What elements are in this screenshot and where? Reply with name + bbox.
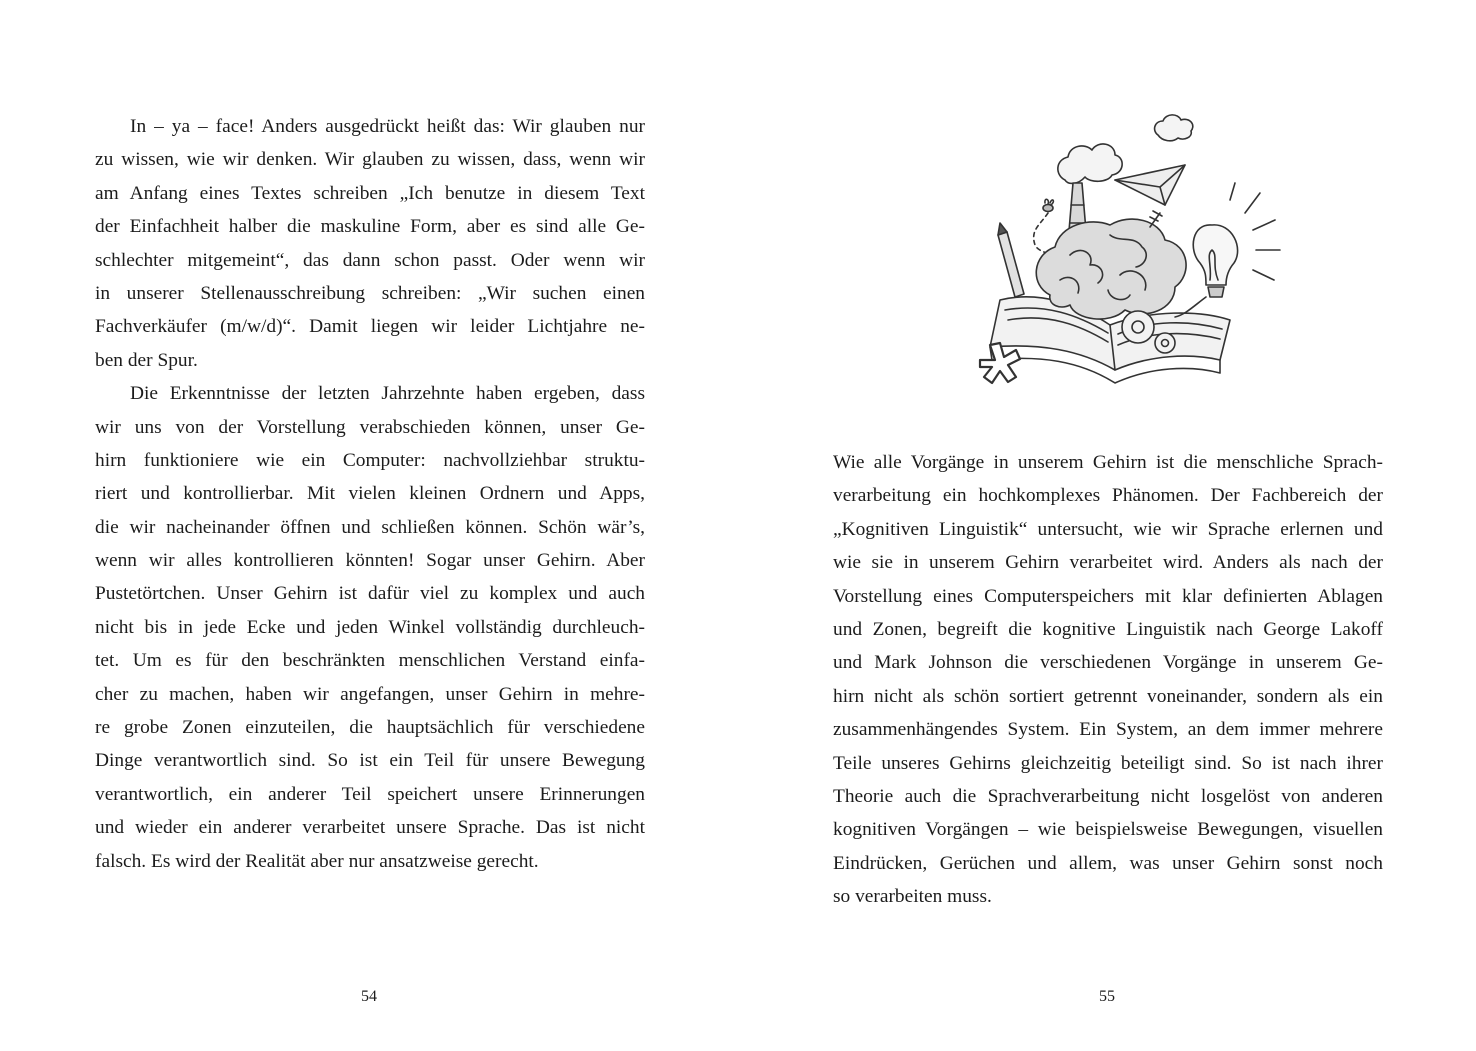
light-rays-icon [1230,183,1280,280]
text-line: und wieder ein anderer verarbeitet unsere Sprache. Das ist nicht [95,817,645,839]
brain-book-lightbulb-illustration [960,105,1300,395]
text-line: In – ya – face! Anders ausgedrückt heißt das: Wir glauben nur [130,116,645,137]
text-line: hirn funktioniere wie ein Computer: nachvollziehbar struktu- [95,449,645,471]
text-line: Pustetörtchen. Unser Gehirn ist dafür viel zu komplex und auch [95,583,645,605]
text-line: und Mark Johnson die verschiedenen Vorgänge in unserem Ge- [833,652,1383,674]
text-line: Die Erkenntnisse der letzten Jahrzehnte haben ergeben, dass [130,383,645,405]
text-line: Fachverkäufer (m/w/d)“. Damit liegen wir leider Lichtjahre ne- [95,316,645,338]
text-line: „Kognitiven Linguistik“ untersucht, wie wir Sprache erlernen und [833,518,1383,540]
text-line: verarbeitung ein hochkomplexes Phänomen. Der Fachbereich der [833,485,1383,507]
paragraph-1 [833,446,1383,913]
asterisk-icon [980,343,1020,383]
text-line: wenn wir alles kontrollieren könnten! Sogar unser Gehirn. Aber [95,550,645,572]
text-line: so verarbeiten muss. [833,886,992,908]
text-line: hirn nicht als schön sortiert getrennt voneinander, sondern als ein [833,685,1383,707]
text-line: ben der Spur. [95,349,198,371]
text-line: nicht bis in jede Ecke und jeden Winkel vollständig durchleuch- [95,616,645,638]
text-line: kognitiven Vorgängen – wie beispielsweise Bewegungen, visuellen [833,819,1383,841]
right-page-text [833,446,1383,913]
paragraph-2 [95,377,645,878]
text-line: riert und kontrollierbar. Mit vielen kleinen Ordnern und Apps, [95,483,645,505]
paper-plane-icon [1115,165,1185,205]
right-page [738,0,1476,1051]
text-line: wir uns von der Vorstellung verabschieden können, unser Ge- [95,416,645,438]
text-line: die wir nacheinander öffnen und schließen können. Schön wär’s, [95,516,645,538]
text-line: verantwortlich, ein anderer Teil speichert unsere Erinnerungen [95,783,645,805]
text-line: Wie alle Vorgänge in unserem Gehirn ist die menschliche Sprach- [833,452,1383,473]
text-line: zu wissen, wie wir denken. Wir glauben zu wissen, dass, wenn wir [95,149,645,171]
text-line: schlechter mitgemeint“, das dann schon passt. Oder wenn wir [95,249,645,271]
text-line: Eindrücken, Gerüchen und allem, was unser Gehirn sonst noch [833,852,1383,874]
text-line: cher zu machen, haben wir angefangen, unser Gehirn in mehre- [95,683,645,705]
text-line: in unserer Stellenausschreibung schreiben: „Wir suchen einen [95,282,645,304]
text-line: re grobe Zonen einzuteilen, die hauptsächlich für verschiedene [95,717,645,739]
paragraph-1 [95,110,645,377]
text-line: tet. Um es für den beschränkten menschlichen Verstand einfa- [95,650,645,672]
text-line: zusammenhängendes System. Ein System, an dem immer mehrere [833,719,1383,741]
antenna-icon [1150,211,1162,227]
brain-icon [1036,219,1186,319]
text-line: der Einfachheit halber die maskuline Form, aber es sind alle Ge- [95,216,645,238]
text-line: Theorie auch die Sprachverarbeitung nicht losgelöst von anderen [833,785,1383,807]
text-line: falsch. Es wird der Realität aber nur ansatzweise gerecht. [95,850,539,872]
text-line: wie sie in unserem Gehirn verarbeitet wird. Anders als nach der [833,552,1383,574]
text-line: Dinge verantwortlich sind. So ist ein Teil für unsere Bewegung [95,750,645,772]
text-line: und Zonen, begreift die kognitive Linguistik nach George Lakoff [833,618,1383,640]
pencil-icon [998,223,1024,297]
text-line: am Anfang eines Textes schreiben „Ich benutze in diesem Text [95,182,645,204]
left-page-text [95,110,645,878]
text-line: Teile unseres Gehirns gleichzeitig beteiligt sind. So ist nach ihrer [833,752,1383,774]
page-number: 55 [1099,988,1115,1005]
text-line: Vorstellung eines Computerspeichers mit klar definierten Ablagen [833,585,1383,607]
page-number: 54 [361,988,377,1005]
